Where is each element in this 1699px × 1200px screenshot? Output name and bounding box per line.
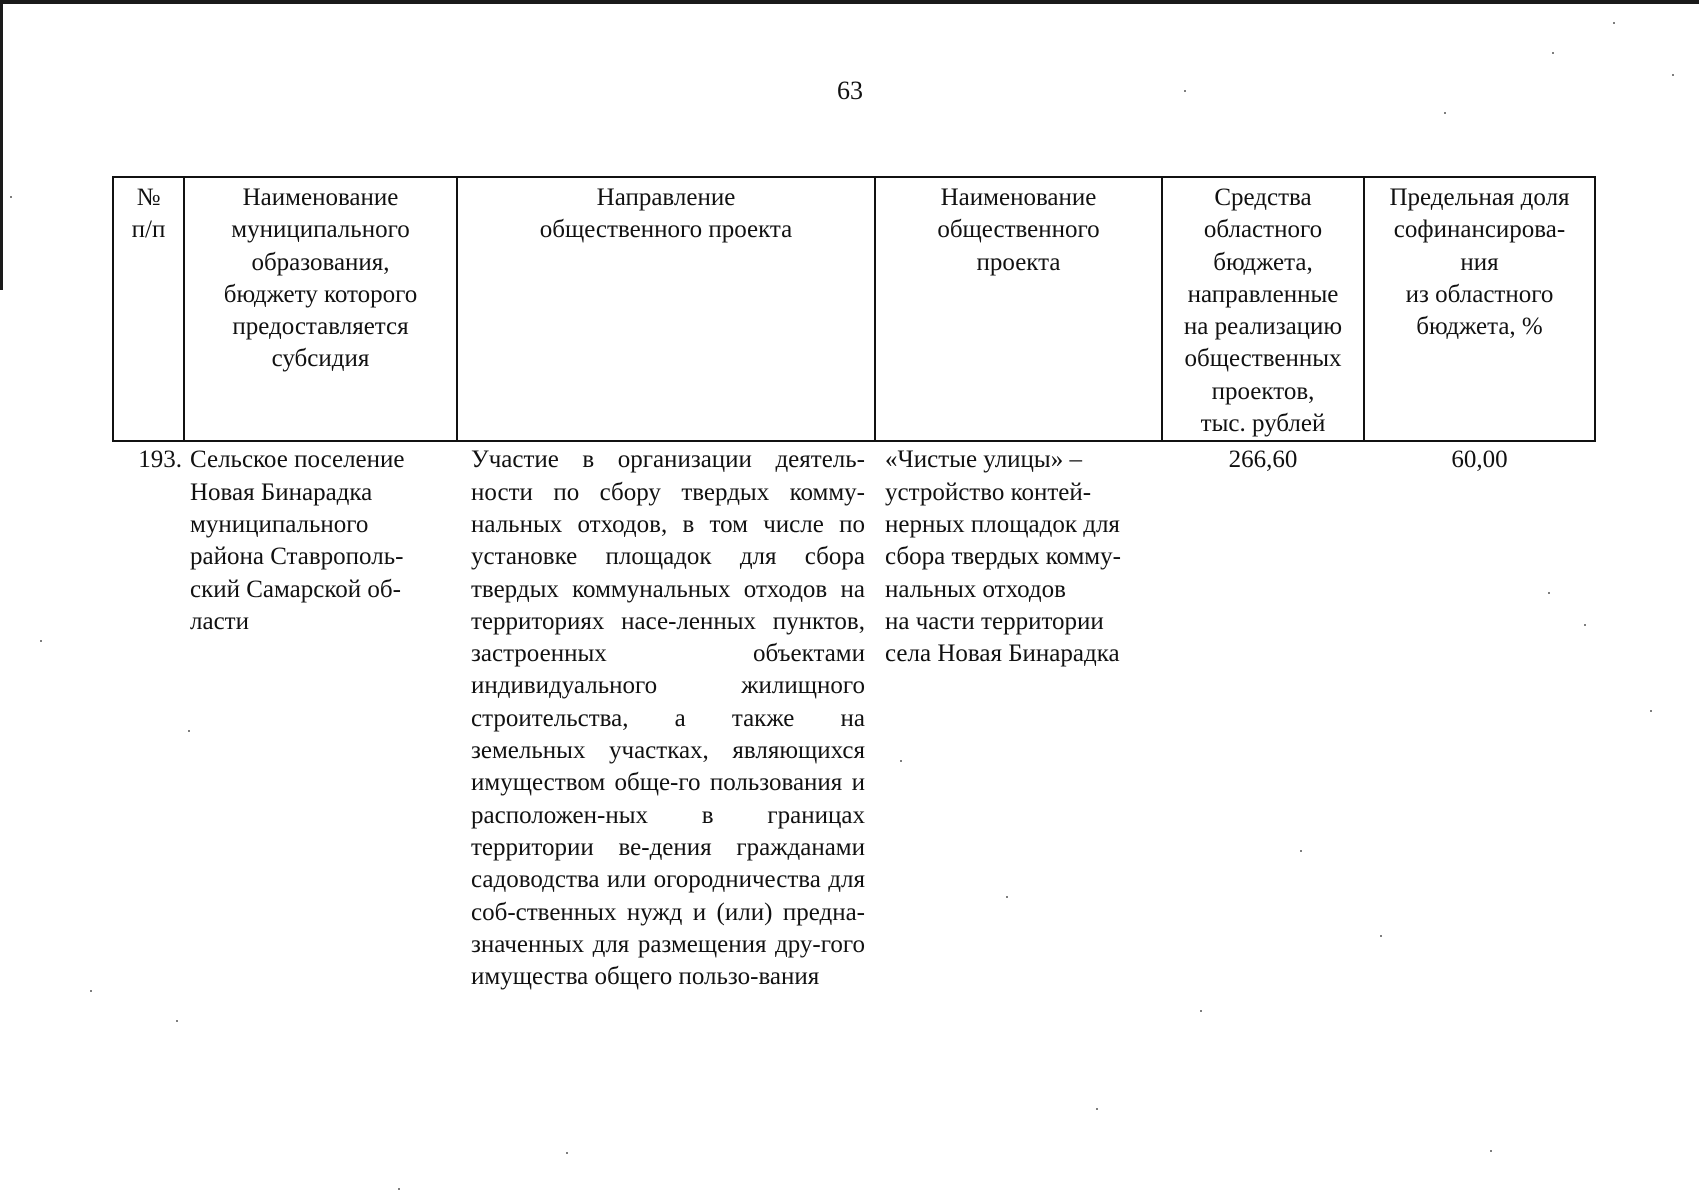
header-project-direction: Направление общественного проекта <box>457 177 875 441</box>
scan-border-top <box>0 0 1699 4</box>
subsidy-table <box>112 176 1596 993</box>
row-regional-funds: 266,60 <box>1228 446 1298 474</box>
row-cofinancing-share: 60,00 <box>1451 446 1508 474</box>
table-body <box>113 441 1595 993</box>
page-number: 63 <box>837 76 863 105</box>
header-project-name: Наименование общественного проекта <box>875 177 1162 441</box>
header-cofinancing-share: Предельная доля софинансирова- ния из областного бюджета, % <box>1364 177 1595 441</box>
header-municipality: Наименование муниципального образования, бюджету которого предоставляется субсидия <box>184 177 457 441</box>
table-row <box>113 441 1595 993</box>
scan-border-left <box>0 0 3 290</box>
table-header <box>113 177 1595 441</box>
header-regional-funds: Средства областного бюджета, направленные на реализацию общественных проектов, тыс. рублей <box>1162 177 1364 441</box>
header-number: № п/п <box>113 177 184 441</box>
row-project-name: «Чистые улицы» – устройство контей- нерных площадок для сбора твердых комму- нальных отходов на части территории села Новая Бинарадка <box>885 446 1121 668</box>
row-municipality: Сельское поселение Новая Бинарадка муниципального района Ставрополь- ский Самарской об- ласти <box>190 446 405 635</box>
row-number: 193. <box>138 446 182 474</box>
header-row <box>113 177 1595 441</box>
row-project-direction: Участие в организации деятель-ности по сбору твердых комму-нальных отходов, в том числе по установке площадок для сбора твердых коммунальных отходов на территориях насе-ленных пунктов, застроенных объектами индивидуального жилищного строительства, а также на земельных участках, являющихся имуществом обще-го пользования и расположен-ных в границах территории ве-дения гражданами садоводства или огородничества для соб-ственных нужд и (или) предна-значенных для размещения дру-гого имущества общего пользо-вания <box>471 446 865 991</box>
